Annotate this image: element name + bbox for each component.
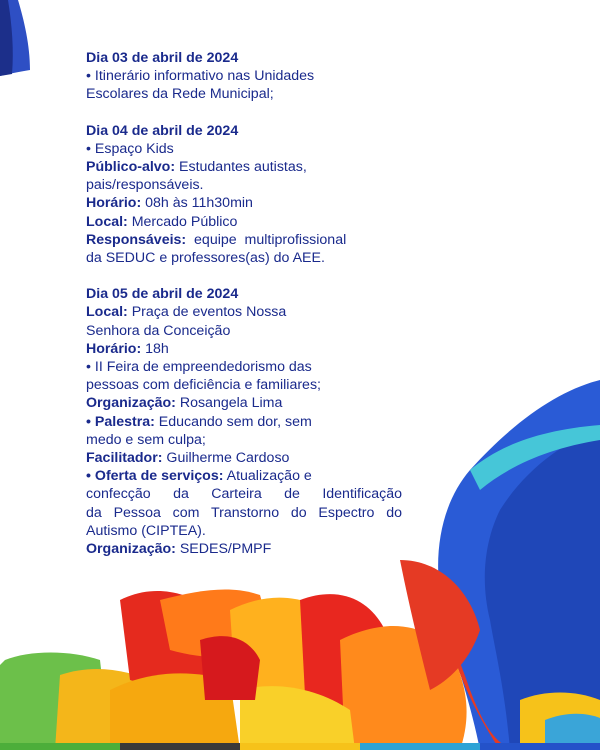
- oferta-value-1: Atualização e: [223, 468, 312, 485]
- day-2-local: [86, 213, 402, 231]
- responsaveis-value-2: da SEDUC e professores(as) do AEE.: [86, 250, 325, 267]
- horario-label: Horário:: [86, 195, 142, 212]
- organizacao-value: Rosangela Lima: [175, 395, 283, 412]
- oferta-value-3: da Pessoa com Transtorno do Espectro do: [86, 504, 402, 521]
- palestra-value-1: Educando sem dor, sem: [154, 413, 312, 430]
- palestra-label: • Palestra:: [86, 413, 155, 430]
- day-3-horario: [86, 340, 402, 358]
- stripe-blue: [480, 743, 600, 750]
- day-2-responsaveis: [86, 231, 402, 249]
- day-2-date: Dia 04 de abril de 2024: [86, 122, 239, 139]
- local-label: Local:: [86, 213, 128, 230]
- local-label: Local:: [86, 304, 128, 321]
- day-1-date: Dia 03 de abril de 2024: [86, 50, 239, 66]
- day-3-organizacao-2: [86, 540, 402, 558]
- organizacao-label: Organização:: [86, 395, 176, 412]
- organizacao-value: SEDES/PMPF: [175, 541, 272, 558]
- stripe-yellow: [240, 743, 360, 750]
- publico-value-2: pais/responsáveis.: [86, 177, 204, 194]
- facilitador-label: Facilitador:: [86, 450, 163, 467]
- facilitador-value: Guilherme Cardoso: [162, 450, 290, 467]
- day-3-organizacao-1: [86, 394, 402, 412]
- horario-value: 08h às 11h30min: [141, 195, 253, 212]
- oferta-value-2: confecção da Carteira de Identificação: [86, 486, 402, 503]
- day-3-oferta: [86, 467, 402, 485]
- day-2-item: • Espaço Kids: [86, 140, 174, 157]
- feira-line-1: • II Feira de empreendedorismo das: [86, 359, 312, 376]
- day-2-publico: [86, 158, 402, 176]
- day-1-line-2: Escolares da Rede Municipal;: [86, 86, 274, 103]
- feira-line-2: pessoas com deficiência e familiares;: [86, 377, 321, 394]
- responsaveis-label: Responsáveis:: [86, 231, 187, 248]
- day-3-palestra: [86, 413, 402, 431]
- day-3-facilitador: [86, 449, 402, 467]
- local-value: Mercado Público: [127, 213, 238, 230]
- publico-label: Público-alvo:: [86, 159, 176, 176]
- stripe-green: [0, 743, 120, 750]
- bottom-color-stripes: [0, 743, 600, 750]
- organizacao-label: Organização:: [86, 541, 176, 558]
- palestra-value-2: medo e sem culpa;: [86, 431, 206, 448]
- stripe-dark: [120, 743, 240, 750]
- schedule-day-2: [86, 122, 402, 268]
- stripe-cyan: [360, 743, 480, 750]
- day-3-local: [86, 303, 402, 321]
- publico-value-1: Estudantes autistas,: [175, 159, 307, 176]
- local-value-2: Senhora da Conceição: [86, 322, 231, 339]
- schedule-day-1: [86, 49, 402, 104]
- local-value-1: Praça de eventos Nossa: [127, 304, 287, 321]
- responsaveis-value-1: equipe multiprofissional: [186, 231, 347, 248]
- schedule-day-3: [86, 285, 402, 558]
- day-1-line-1: • Itinerário informativo nas Unidades: [86, 68, 315, 85]
- horario-value: 18h: [141, 340, 169, 357]
- oferta-value-4: Autismo (CIPTEA).: [86, 522, 206, 539]
- day-2-horario: [86, 194, 402, 212]
- horario-label: Horário:: [86, 340, 142, 357]
- oferta-label: • Oferta de serviços:: [86, 468, 224, 485]
- day-3-date: Dia 05 de abril de 2024: [86, 286, 239, 303]
- schedule-content: [86, 49, 402, 576]
